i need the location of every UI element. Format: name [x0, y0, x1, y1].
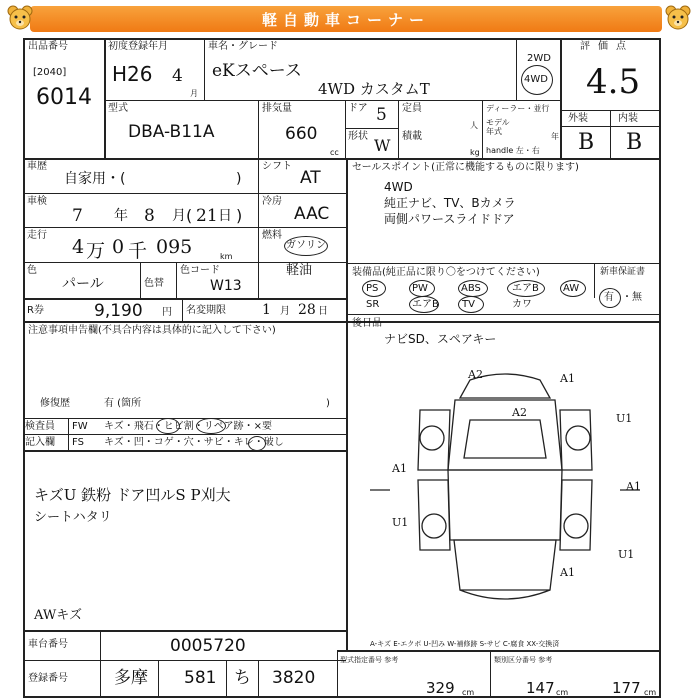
- shift-label: シフト: [262, 161, 292, 172]
- mileage-rest: 095: [156, 236, 193, 258]
- equip-aw: AW: [563, 283, 580, 294]
- score-label: 評価点: [580, 41, 634, 52]
- damage-mark-4: U1: [616, 412, 633, 425]
- inspector-label: 検査員: [25, 421, 55, 432]
- warranty-label: 新車保証書: [600, 267, 646, 277]
- plate-region: 多摩: [114, 668, 148, 688]
- length-label: 型式指定番号 参考: [340, 656, 399, 664]
- capacity-unit: 人: [470, 121, 478, 130]
- displacement-label: 排気量: [262, 103, 292, 114]
- vehicle-grade: 4WD カスタムT: [318, 80, 430, 98]
- accessories-label: 後日品: [352, 318, 382, 329]
- inspection-year-unit: 年: [114, 208, 128, 224]
- damage-legend: A-キズ E-エクボ U-凹み W-補修跡 S-サビ C-腐食 XX-交換済: [370, 640, 560, 648]
- mileage-label: 走行: [27, 230, 47, 241]
- damage-mark-3: A2: [512, 406, 527, 419]
- equip-leather: カワ: [512, 299, 532, 310]
- shape-value: W: [374, 136, 391, 155]
- model-label: 型式: [108, 103, 128, 114]
- name-change-day: 28: [298, 302, 316, 318]
- history-value: 自家用・(: [64, 171, 126, 187]
- equip-sr: SR: [366, 299, 380, 310]
- comment-line-1: キズU 鉄粉 ドア凹ルS P刈大: [34, 486, 231, 504]
- width-unit: cm: [556, 688, 569, 697]
- recycle-unit: 円: [162, 307, 172, 318]
- fuel-label: 燃料: [262, 230, 282, 241]
- accessories-value: ナビSD、スペアキー: [384, 332, 497, 346]
- comment-line-3: AWキズ: [34, 608, 82, 623]
- color-change-label: 色替: [144, 278, 164, 289]
- equip-abs: ABS: [461, 283, 481, 294]
- length-value: 329: [426, 679, 455, 697]
- name-change-day-unit: 日: [318, 306, 328, 317]
- repair-close: ): [326, 398, 330, 409]
- page-title: 軽自動車コーナー: [261, 11, 430, 29]
- capacity-label: 定員: [402, 103, 422, 114]
- recycle-value: 9,190: [94, 301, 143, 321]
- mileage-man-unit: 万: [86, 240, 106, 262]
- lot-code: [2040]: [33, 67, 67, 78]
- height-value: 177: [612, 679, 641, 697]
- aircon-value: AAC: [294, 204, 330, 224]
- plate-number: 3820: [272, 668, 316, 688]
- vehicle-name-label: 車名・グレード: [208, 41, 278, 52]
- damage-mark-6: A1: [626, 480, 641, 493]
- model-value: DBA-B11A: [128, 122, 215, 142]
- header-banner: [30, 6, 662, 32]
- entry-fs: FS: [72, 437, 84, 448]
- color-code: W13: [210, 278, 242, 294]
- inspection-label: 車検: [27, 196, 47, 207]
- damage-mark-5: A1: [392, 462, 407, 475]
- inspection-day: 21: [196, 206, 218, 226]
- repair-value: 有 (箇所: [104, 398, 142, 409]
- warranty-no: 無: [632, 292, 642, 303]
- name-change-month-unit: 月: [280, 306, 290, 317]
- width-value: 147: [526, 679, 555, 697]
- lot-label: 出品番号: [28, 41, 68, 52]
- equip-ps: PS: [366, 283, 379, 294]
- damage-mark-8: U1: [618, 548, 635, 561]
- notes-label: 注意事項申告欄(不具合内容は具体的に記入して下さい): [28, 325, 276, 336]
- selling-point-3: 両側パワースライドドア: [384, 212, 515, 226]
- car-damage-diagram: [350, 350, 660, 630]
- damage-mark-7: U1: [392, 516, 409, 529]
- color-label: 色: [27, 265, 37, 276]
- equip-tv: TV: [462, 299, 475, 310]
- interior-grade: B: [626, 130, 643, 155]
- history-label: 車歴: [27, 161, 47, 172]
- registration-era: H26: [112, 62, 153, 86]
- exterior-grade: B: [578, 130, 595, 155]
- fuel-diesel: 軽油: [286, 263, 313, 278]
- mileage-man: 4: [72, 236, 85, 258]
- plate-label: 登録番号: [28, 673, 68, 684]
- equip-airbag-2: エアB: [412, 299, 439, 310]
- aircon-label: 冷房: [262, 196, 282, 207]
- selling-points-label: セールスポイント(正常に機能するものに限ります): [352, 162, 579, 173]
- chassis-label: 車台番号: [28, 639, 68, 650]
- plate-kana: ち: [234, 668, 251, 688]
- inspector-fw: FW: [72, 421, 88, 432]
- name-change-month: 1: [262, 302, 271, 318]
- vehicle-name: eKスペース: [212, 61, 302, 81]
- score-value: 4.5: [586, 62, 641, 102]
- equipment-label: 装備品(純正品に限り〇をつけてください): [352, 267, 540, 278]
- fuel-gasoline: ガソリン: [286, 240, 326, 251]
- doors-label: ドア: [348, 103, 368, 114]
- dealer-model-label: モデル: [486, 118, 510, 127]
- shape-label: 形状: [348, 131, 368, 142]
- doors-value: 5: [376, 105, 387, 125]
- handle-label: handle 左・右: [486, 146, 540, 155]
- inspection-month: 8: [144, 206, 155, 226]
- registration-month: 4: [172, 66, 183, 86]
- inspection-year: 7: [72, 206, 83, 226]
- loading-label: 積載: [402, 131, 422, 142]
- bear-mascot-right-icon: [664, 4, 692, 32]
- exterior-label: 外装: [568, 113, 588, 124]
- comment-line-2: シートハタリ: [34, 510, 112, 525]
- color-value: パール: [62, 276, 104, 292]
- bear-mascot-left-icon: [6, 4, 34, 32]
- drive-2wd-label: 2WD: [527, 53, 551, 64]
- equip-pw: PW: [412, 283, 428, 294]
- drive-4wd-selected: 4WD: [524, 74, 548, 85]
- repair-label: 修復歴: [40, 398, 70, 409]
- history-close: ): [236, 171, 242, 187]
- selling-point-1: 4WD: [384, 180, 413, 194]
- mileage-unit: km: [220, 252, 233, 261]
- damage-mark-1: A2: [468, 368, 483, 381]
- equip-airbag: エアB: [512, 283, 539, 294]
- damage-mark-9: A1: [560, 566, 575, 579]
- height-unit: cm: [644, 688, 657, 697]
- mileage-sen-unit: 千: [128, 240, 148, 262]
- registration-month-unit: 月: [190, 89, 198, 98]
- chassis-value: 0005720: [170, 636, 246, 656]
- interior-label: 内装: [618, 113, 638, 124]
- displacement-unit: cc: [330, 148, 339, 157]
- entry-label: 記入欄: [25, 437, 55, 448]
- inspection-month-unit: 月: [172, 208, 186, 224]
- damage-mark-2: A1: [560, 372, 575, 385]
- entry-items: キズ・凹・コゲ・穴・サビ・キレ・破し: [104, 437, 284, 448]
- displacement-value: 660: [285, 124, 318, 144]
- plate-class: 581: [184, 668, 217, 688]
- mileage-sen: 0: [112, 236, 125, 258]
- registration-label: 初度登録年月: [108, 41, 168, 52]
- shift-value: AT: [300, 168, 321, 188]
- inspector-items: キズ・飛石・ヒビ割・リペア跡・×要: [104, 421, 272, 432]
- recycle-label: R券: [27, 305, 44, 316]
- length-unit: cm: [462, 688, 475, 697]
- dealer-label: ディーラー・並行: [486, 104, 550, 113]
- warranty-yes: 有: [604, 292, 614, 303]
- color-code-label: 色コード: [180, 265, 220, 276]
- name-change-label: 名変期限: [186, 305, 226, 316]
- loading-unit: kg: [470, 148, 480, 157]
- dealer-year-label: 年式: [486, 127, 502, 136]
- dealer-year-unit: 年: [551, 132, 559, 141]
- width-label: 類別区分番号 参考: [494, 656, 553, 664]
- lot-number: 6014: [36, 85, 92, 110]
- inspection-day-unit: 日: [218, 208, 232, 224]
- selling-point-2: 純正ナビ、TV、Bカメラ: [384, 196, 516, 210]
